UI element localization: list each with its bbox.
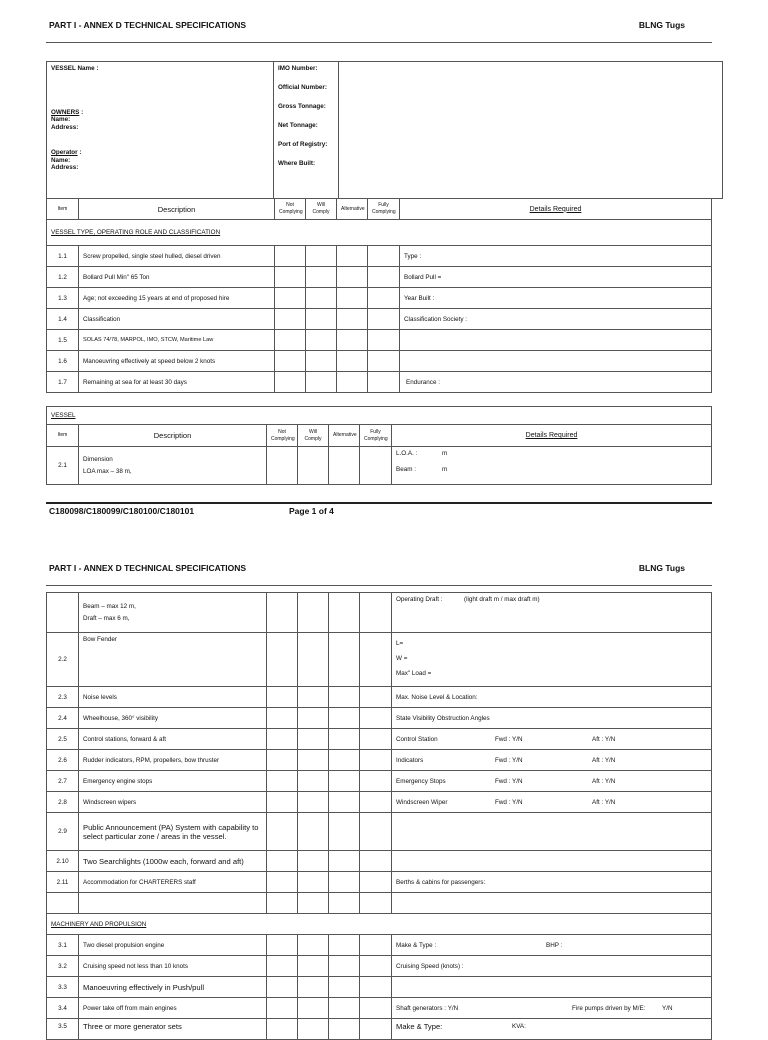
item-description: Bollard Pull Min" 65 Ton [79, 267, 275, 288]
item-number: 2.3 [47, 687, 79, 708]
item-description: Manoeuvring effectively at speed below 2 knots [79, 351, 275, 372]
item-description: Screw propelled, single steel hulled, diesel driven [79, 246, 275, 267]
vessel-name-label: VESSEL Name : [51, 65, 99, 72]
item-description: Two Searchlights (1000w each, forward and aft) [79, 851, 267, 872]
item-description: Wheelhouse, 360° visibility [79, 708, 267, 729]
owners-label: OWNERS [51, 108, 80, 116]
section-title: VESSEL TYPE, OPERATING ROLE AND CLASSIFICATION [47, 220, 712, 246]
not-complying-cell[interactable] [275, 372, 306, 393]
aft-yn: Aft : Y/N [592, 736, 616, 743]
alternative-cell[interactable] [329, 593, 360, 633]
table-row [47, 813, 712, 851]
will-comply-cell[interactable] [306, 246, 337, 267]
fully-complying-cell[interactable] [360, 687, 392, 708]
details-cell[interactable]: Endurance : [400, 372, 712, 393]
not-complying-cell[interactable] [275, 246, 306, 267]
net-tonnage-label: Net Tonnage: [278, 122, 318, 129]
will-comply-cell[interactable] [306, 267, 337, 288]
fully-complying-cell[interactable] [360, 998, 392, 1019]
will-comply-cell[interactable] [298, 893, 329, 914]
item-number: 2.9 [47, 813, 79, 851]
bhp-label: BHP : [546, 942, 563, 949]
alternative-cell[interactable] [337, 351, 368, 372]
not-complying-header: Not Complying [275, 199, 306, 220]
alternative-cell[interactable] [337, 330, 368, 351]
item-header: Item [47, 199, 79, 220]
alternative-cell[interactable] [329, 935, 360, 956]
will-comply-cell[interactable] [298, 729, 329, 750]
details-cell[interactable] [392, 893, 712, 914]
item-description: SOLAS 74/78, MARPOL, IMO, STCW, Maritime Law [79, 330, 275, 351]
table-row [47, 851, 712, 872]
item-number: 2.8 [47, 792, 79, 813]
item-description: Dimension LOA max – 38 m, [79, 447, 267, 485]
will-comply-cell[interactable] [298, 593, 329, 633]
item-number: 2.7 [47, 771, 79, 792]
table-row [47, 998, 712, 1019]
alternative-cell[interactable] [337, 267, 368, 288]
not-complying-cell[interactable] [267, 893, 298, 914]
item-number: 1.3 [47, 288, 79, 309]
alternative-cell[interactable] [329, 708, 360, 729]
fully-complying-cell[interactable] [360, 956, 392, 977]
fully-complying-cell[interactable] [368, 372, 400, 393]
imo-number-label: IMO Number: [278, 65, 318, 72]
not-complying-cell[interactable] [267, 771, 298, 792]
details-cell[interactable]: Shaft generators : Y/N Fire pumps driven by M/E: Y/N [392, 998, 712, 1019]
not-complying-cell[interactable] [267, 813, 298, 851]
fender-width-label: W = [396, 655, 408, 662]
section2-table [46, 406, 712, 485]
table-row [47, 893, 712, 914]
table-row [47, 935, 712, 956]
operator-label: Operator [51, 149, 78, 156]
section-title: VESSEL [47, 407, 712, 425]
fwd-yn: Fwd : Y/N [495, 757, 523, 764]
item-number: 1.7 [47, 372, 79, 393]
item-number: 2.5 [47, 729, 79, 750]
not-complying-cell[interactable] [275, 351, 306, 372]
item-description: Noise levels [79, 687, 267, 708]
item-number: 3.3 [47, 977, 79, 998]
table-row [47, 246, 712, 267]
table-row [47, 872, 712, 893]
fully-complying-cell[interactable] [368, 288, 400, 309]
will-comply-cell[interactable] [298, 792, 329, 813]
table-header-row [47, 425, 712, 447]
will-comply-cell[interactable] [298, 851, 329, 872]
not-complying-cell[interactable] [275, 288, 306, 309]
alternative-cell[interactable] [337, 372, 368, 393]
details-required-header: Details Required [400, 199, 712, 220]
alternative-cell[interactable] [329, 447, 360, 485]
details-cell[interactable]: Control Station Fwd : Y/N Aft : Y/N [392, 729, 712, 750]
item-description: Windscreen wipers [79, 792, 267, 813]
details-cell[interactable]: Berths & cabins for passengers: [392, 872, 712, 893]
will-comply-cell[interactable] [298, 935, 329, 956]
item-number: 2.2 [47, 633, 79, 687]
description-header: Description [79, 199, 275, 220]
details-cell[interactable]: Emergency Stops Fwd : Y/N Aft : Y/N [392, 771, 712, 792]
fully-complying-cell[interactable] [360, 792, 392, 813]
fully-complying-cell[interactable] [360, 1019, 392, 1040]
fully-complying-cell[interactable] [360, 771, 392, 792]
table-row [47, 977, 712, 998]
item-number: 2.10 [47, 851, 79, 872]
item-number: 1.6 [47, 351, 79, 372]
fully-complying-cell[interactable] [368, 309, 400, 330]
not-complying-cell[interactable] [267, 729, 298, 750]
details-cell[interactable]: Make & Type : BHP : [392, 935, 712, 956]
contract-number: C180098/C180099/C180100/C180101 [49, 506, 195, 516]
item-number: 2.11 [47, 872, 79, 893]
will-comply-cell[interactable] [298, 750, 329, 771]
not-complying-cell[interactable] [267, 872, 298, 893]
alternative-cell[interactable] [337, 246, 368, 267]
not-complying-cell[interactable] [275, 267, 306, 288]
alternative-cell[interactable] [329, 851, 360, 872]
table-row [47, 708, 712, 729]
vessel-owner-cell: VESSEL Name : OWNERS : Name: Address: Operator : Name: Address: [47, 62, 274, 199]
item-description: Public Announcement (PA) System with capability to select particular zone / areas in the vessel. [79, 813, 267, 851]
will-comply-header: Will Comply [298, 425, 329, 447]
item-description: Accommodation for CHARTERERS staff [79, 872, 267, 893]
alternative-cell[interactable] [329, 771, 360, 792]
item-number: 3.2 [47, 956, 79, 977]
alternative-cell[interactable] [329, 813, 360, 851]
table-row [47, 309, 712, 330]
fully-complying-cell[interactable] [368, 246, 400, 267]
fully-complying-cell[interactable] [360, 872, 392, 893]
page-title: PART I - ANNEX D TECHNICAL SPECIFICATIONS [49, 20, 247, 30]
company-name: BLNG Tugs [638, 563, 685, 573]
alternative-cell[interactable] [329, 687, 360, 708]
details-cell[interactable] [392, 977, 712, 998]
alternative-cell[interactable] [329, 1019, 360, 1040]
not-complying-cell[interactable] [267, 593, 298, 633]
fully-complying-cell[interactable] [360, 447, 392, 485]
details-cell[interactable]: Bollard Pull = [400, 267, 712, 288]
will-comply-cell[interactable] [298, 633, 329, 687]
table-row [47, 330, 712, 351]
will-comply-cell[interactable] [306, 288, 337, 309]
will-comply-cell[interactable] [298, 977, 329, 998]
item-number [47, 893, 79, 914]
kva-label: KVA: [512, 1023, 526, 1030]
alternative-cell[interactable] [329, 750, 360, 771]
table-row [47, 687, 712, 708]
details-required-header: Details Required [392, 425, 712, 447]
details-cell[interactable] [392, 633, 712, 687]
alternative-header: Alternative [329, 425, 360, 447]
details-cell[interactable] [392, 813, 712, 851]
aft-yn: Aft : Y/N [592, 757, 616, 764]
will-comply-cell[interactable] [298, 771, 329, 792]
will-comply-cell[interactable] [298, 956, 329, 977]
fully-complying-cell[interactable] [368, 267, 400, 288]
will-comply-cell[interactable] [306, 351, 337, 372]
will-comply-cell[interactable] [306, 309, 337, 330]
fully-complying-cell[interactable] [360, 851, 392, 872]
port-of-registry-label: Port of Registry: [278, 141, 328, 148]
table-row [47, 792, 712, 813]
fully-complying-cell[interactable] [360, 977, 392, 998]
details-cell[interactable]: Windscreen Wiper Fwd : Y/N Aft : Y/N [392, 792, 712, 813]
alternative-cell[interactable] [329, 893, 360, 914]
fully-complying-cell[interactable] [360, 813, 392, 851]
details-cell[interactable] [400, 351, 712, 372]
not-complying-cell[interactable] [275, 330, 306, 351]
fully-complying-cell[interactable] [368, 351, 400, 372]
table-row [47, 351, 712, 372]
fwd-yn: Fwd : Y/N [495, 799, 523, 806]
alternative-cell[interactable] [337, 288, 368, 309]
item-description: Two diesel propulsion engine [79, 935, 267, 956]
not-complying-cell[interactable] [267, 851, 298, 872]
item-number [47, 593, 79, 633]
registry-fields-cell [274, 62, 339, 199]
details-cell[interactable]: Make & Type: KVA: [392, 1019, 712, 1040]
official-number-label: Official Number: [278, 84, 327, 91]
fully-complying-cell[interactable] [360, 893, 392, 914]
fully-complying-header: Fully Complying [360, 425, 392, 447]
details-cell[interactable] [400, 330, 712, 351]
header-divider [46, 585, 712, 586]
item-description: Manoeuvring effectively in Push/pull [79, 977, 267, 998]
item-description [79, 893, 267, 914]
alternative-cell[interactable] [329, 872, 360, 893]
operator-name-label: Name: [51, 156, 71, 164]
table-row [47, 288, 712, 309]
header-divider [46, 42, 712, 43]
will-comply-cell[interactable] [298, 872, 329, 893]
table-row [47, 593, 712, 633]
will-comply-cell[interactable] [298, 998, 329, 1019]
fully-complying-cell[interactable] [360, 729, 392, 750]
fully-complying-cell[interactable] [368, 330, 400, 351]
item-description: Power take off from main engines [79, 998, 267, 1019]
details-cell[interactable]: Year Built : [400, 288, 712, 309]
alternative-cell[interactable] [329, 792, 360, 813]
table-row [47, 372, 712, 393]
item-number: 2.4 [47, 708, 79, 729]
not-complying-cell[interactable] [267, 447, 298, 485]
will-comply-cell[interactable] [298, 1019, 329, 1040]
fwd-yn: Fwd : Y/N [495, 778, 523, 785]
item-header: Item [47, 425, 79, 447]
item-number: 1.2 [47, 267, 79, 288]
fender-load-label: Max" Load = [396, 670, 432, 677]
not-complying-cell[interactable] [267, 792, 298, 813]
not-complying-cell[interactable] [267, 977, 298, 998]
vessel-info-box [46, 61, 723, 199]
details-cell[interactable]: Operating Draft : (light draft m / max draft m) [392, 593, 712, 633]
loa-label: L.O.A. : [396, 450, 418, 457]
not-complying-cell[interactable] [267, 956, 298, 977]
not-complying-cell[interactable] [267, 1019, 298, 1040]
item-number: 3.1 [47, 935, 79, 956]
item-description: Classification [79, 309, 275, 330]
details-cell[interactable]: Type : [400, 246, 712, 267]
details-cell[interactable]: State Visibility Obstruction Angles [392, 708, 712, 729]
item-description: Remaining at sea for at least 30 days [79, 372, 275, 393]
item-description: Control stations, forward & aft [79, 729, 267, 750]
fully-complying-cell[interactable] [360, 593, 392, 633]
item-number: 1.4 [47, 309, 79, 330]
item-description: Age; not exceeding 15 years at end of proposed hire [79, 288, 275, 309]
fire-pumps-label: Fire pumps driven by M/E: [572, 1005, 646, 1012]
details-cell[interactable]: Cruising Speed (knots) : [392, 956, 712, 977]
footer-divider [46, 502, 712, 504]
fully-complying-cell[interactable] [360, 708, 392, 729]
owners-name-label: Name: [51, 116, 71, 123]
fender-length-label: L= [396, 640, 404, 647]
details-cell[interactable]: L.O.A. : m Beam : m [392, 447, 712, 485]
item-number: 2.6 [47, 750, 79, 771]
page-number: Page 1 of 4 [289, 506, 334, 516]
will-comply-cell[interactable] [306, 372, 337, 393]
not-complying-cell[interactable] [267, 935, 298, 956]
fully-complying-cell[interactable] [360, 633, 392, 687]
section-title: MACHINERY AND PROPULSION [47, 914, 712, 935]
alternative-cell[interactable] [329, 977, 360, 998]
table-header-row [47, 199, 712, 220]
operator-address-label: Address: [51, 164, 79, 171]
alternative-cell[interactable] [329, 729, 360, 750]
will-comply-cell[interactable] [298, 708, 329, 729]
owners-address-label: Address: [51, 123, 79, 131]
item-number: 3.5 [47, 1019, 79, 1040]
not-complying-cell[interactable] [267, 750, 298, 771]
registry-values-cell[interactable] [339, 62, 723, 199]
item-description: Beam – max 12 m, Draft – max 6 m, [79, 593, 267, 633]
item-number: 2.1 [47, 447, 79, 485]
will-comply-cell[interactable] [298, 447, 329, 485]
not-complying-cell[interactable] [267, 708, 298, 729]
item-number: 1.1 [47, 246, 79, 267]
table-row [47, 633, 712, 687]
not-complying-cell[interactable] [267, 633, 298, 687]
details-cell[interactable]: Max. Noise Level & Location: [392, 687, 712, 708]
will-comply-header: Will Comply [306, 199, 337, 220]
gross-tonnage-label: Gross Tonnage: [278, 103, 326, 110]
alternative-cell[interactable] [329, 633, 360, 687]
details-cell[interactable]: Indicators Fwd : Y/N Aft : Y/N [392, 750, 712, 771]
not-complying-cell[interactable] [275, 309, 306, 330]
section1-table [46, 198, 712, 393]
not-complying-cell[interactable] [267, 687, 298, 708]
item-number: 1.5 [47, 330, 79, 351]
item-description: Bow Fender [79, 633, 267, 687]
where-built-label: Where Built: [278, 160, 316, 167]
details-cell[interactable] [392, 851, 712, 872]
table-row [47, 771, 712, 792]
page-title: PART I - ANNEX D TECHNICAL SPECIFICATIONS [49, 563, 247, 573]
aft-yn: Aft : Y/N [592, 799, 616, 806]
alternative-cell[interactable] [329, 956, 360, 977]
table-row [47, 750, 712, 771]
aft-yn: Aft : Y/N [592, 778, 616, 785]
description-header: Description [79, 425, 267, 447]
item-number: 3.4 [47, 998, 79, 1019]
item-description: Cruising speed not less than 10 knots [79, 956, 267, 977]
table-row [47, 1019, 712, 1040]
not-complying-cell[interactable] [267, 998, 298, 1019]
table-row [47, 447, 712, 485]
item-description: Rudder indicators, RPM, propellers, bow thruster [79, 750, 267, 771]
alternative-cell[interactable] [337, 309, 368, 330]
item-description: Three or more generator sets [79, 1019, 267, 1040]
item-description: Emergency engine stops [79, 771, 267, 792]
page2-table [46, 592, 712, 1040]
fully-complying-cell[interactable] [360, 935, 392, 956]
table-row [47, 956, 712, 977]
will-comply-cell[interactable] [298, 687, 329, 708]
will-comply-cell[interactable] [306, 330, 337, 351]
fire-pumps-yn: Y/N [662, 1005, 673, 1012]
beam-label: Beam : [396, 466, 416, 473]
fully-complying-header: Fully Complying [368, 199, 400, 220]
table-row [47, 729, 712, 750]
table-row [47, 267, 712, 288]
not-complying-header: Not Complying [267, 425, 298, 447]
will-comply-cell[interactable] [298, 813, 329, 851]
alternative-header: Alternative [337, 199, 368, 220]
fully-complying-cell[interactable] [360, 750, 392, 771]
details-cell[interactable]: Classification Society : [400, 309, 712, 330]
fwd-yn: Fwd : Y/N [495, 736, 523, 743]
company-name: BLNG Tugs [638, 20, 685, 30]
operating-draft-label: Operating Draft : [396, 596, 443, 603]
alternative-cell[interactable] [329, 998, 360, 1019]
